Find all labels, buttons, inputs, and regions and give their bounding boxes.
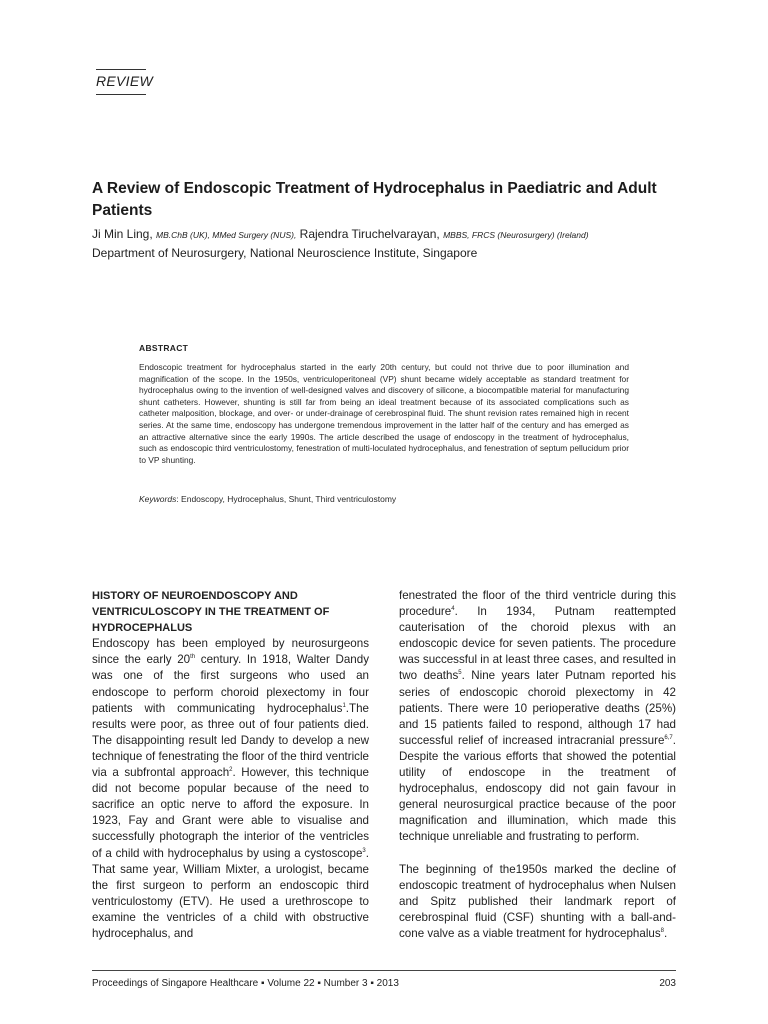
citation-ref: 6,7 bbox=[664, 734, 673, 741]
section-heading: HISTORY OF NEUROENDOSCOPY AND VENTRICULOSCOPY IN THE TREATMENT OF HYDROCEPHALUS bbox=[92, 590, 330, 635]
section-tag: REVIEW bbox=[96, 73, 154, 89]
text-run: . However, this technique did not become popular because of the need to sacrifice an optic nerve to afford the exposure. In 1923, Fay and Grant were able to visualise and successfully photograph the interior of the ventricles of a child with hydrocephalus by using a cystoscope bbox=[92, 766, 369, 860]
text-run: The beginning of the1950s marked the decline of endoscopic treatment of hydrocephalus when Nulsen and Spitz published their landmark report of cerebrospinal fluid (CSF) shunting with a ball-and-cone valve as a viable treatment for hydrocephalus bbox=[399, 862, 676, 940]
author-name: Rajendra Tiruchelvarayan, bbox=[299, 227, 440, 241]
superscript: th bbox=[190, 654, 196, 661]
text-run: . That same year, William Mixter, a urologist, became the first surgeon to perform an endoscopic third ventriculostomy (ETV). He used a urethroscope to examine the ventricles of a child with obstructive hydrocephalus, and bbox=[92, 846, 369, 940]
body-paragraph bbox=[399, 588, 676, 846]
section-tag-rule bbox=[96, 94, 146, 95]
author-affiliation: Department of Neurosurgery, National Neuroscience Institute, Singapore bbox=[92, 246, 478, 260]
keywords bbox=[139, 494, 629, 505]
abstract-body: Endoscopic treatment for hydrocephalus started in the early 20th century, but could not thrive due to poor illumination and magnification of the scope. In the 1950s, ventriculoperitoneal (VP) shunt became widely acceptable as standard treatment for hydrocephalus owing to the invention of well-designed valves and discovery of silicone, a biocompatible material for manufacturing shunt catheters. However, shunting is still far from being an ideal treatment because of its associated complications such as catheter malposition, blockage, and over- or under-drainage of cerebrospinal fluid. The shunt revision rates remained high in recent series. At the same time, endoscopy has undergone tremendous improvement in the latter half of the century and has emerged as an attractive alternative since the early 1990s. The article described the usage of endoscopy in the treatment of hydrocephalus, such as endoscopic third ventriculostomy, fenestration of multi-loculated hydrocephalus, and fenestration of septum pellucidum prior to VP shunting. bbox=[139, 362, 629, 465]
body-paragraph bbox=[92, 636, 369, 942]
citation-ref: 2 bbox=[229, 767, 233, 774]
footer-rule bbox=[92, 970, 676, 971]
keywords-list: : Endoscopy, Hydrocephalus, Shunt, Third ventriculostomy bbox=[176, 494, 397, 504]
author-name: Ji Min Ling, bbox=[92, 227, 153, 241]
abstract-heading: ABSTRACT bbox=[139, 343, 189, 353]
body-column-left bbox=[92, 588, 369, 942]
article-title: A Review of Endoscopic Treatment of Hydrocephalus in Paediatric and Adult Patients bbox=[92, 180, 657, 219]
body-column-right bbox=[399, 588, 676, 942]
text-run: . Despite the various efforts that showed the potential utility of endoscope in the treatment of hydrocephalus, endoscopy did not gain favour in general neurosurgical practice because of the poor magnification and illumination, which made this technique unreliable and frustrating to perform. bbox=[399, 733, 676, 844]
header-top-rule bbox=[96, 69, 146, 70]
text-run: . bbox=[664, 926, 668, 940]
citation-ref: 4 bbox=[451, 606, 455, 613]
citation-ref: 1 bbox=[342, 702, 346, 709]
author-line bbox=[92, 226, 692, 243]
page-number: 203 bbox=[659, 978, 676, 989]
author-credentials: MBBS, FRCS (Neurosurgery) (Ireland) bbox=[443, 230, 589, 240]
text-run: Endoscopy has been employed by neurosurgeons since the early 20 bbox=[92, 637, 369, 667]
citation-ref: 5 bbox=[458, 670, 462, 677]
citation-ref: 8 bbox=[660, 928, 664, 935]
text-run: century. In 1918, Walter Dandy was one of the first surgeons who used an endoscope to perform choroid plexectomy in four patients with communicating hydrocephalus bbox=[92, 653, 370, 715]
keywords-label: Keywords bbox=[139, 494, 177, 504]
text-run: .The results were poor, as three out of four patients died. The disappointing result led Dandy to develop a new technique of fenestrating the floor of the third ventricle via a subfrontal approach bbox=[92, 701, 369, 780]
body-paragraph bbox=[399, 862, 676, 942]
text-run: . Nine years later Putnam reported his series of endoscopic choroid plexectomy in 42 patients. There were 10 perioperative deaths (25%) and 15 patients failed to respond, although 17 had successful relief of increased intracranial pressure bbox=[399, 669, 676, 747]
author-credentials: MB.ChB (UK), MMed Surgery (NUS), bbox=[156, 230, 297, 240]
footer-journal: Proceedings of Singapore Healthcare ▪ Volume 22 ▪ Number 3 ▪ 2013 bbox=[92, 978, 399, 989]
citation-ref: 3 bbox=[362, 847, 366, 854]
text-run: . In 1934, Putnam reattempted cauterisation of the choroid plexus with an endoscopic device for seven patients. The procedure was successful in at least three cases, and resulted in two deaths bbox=[399, 605, 676, 683]
text-run: fenestrated the floor of the third ventricle during this procedure bbox=[399, 589, 676, 619]
